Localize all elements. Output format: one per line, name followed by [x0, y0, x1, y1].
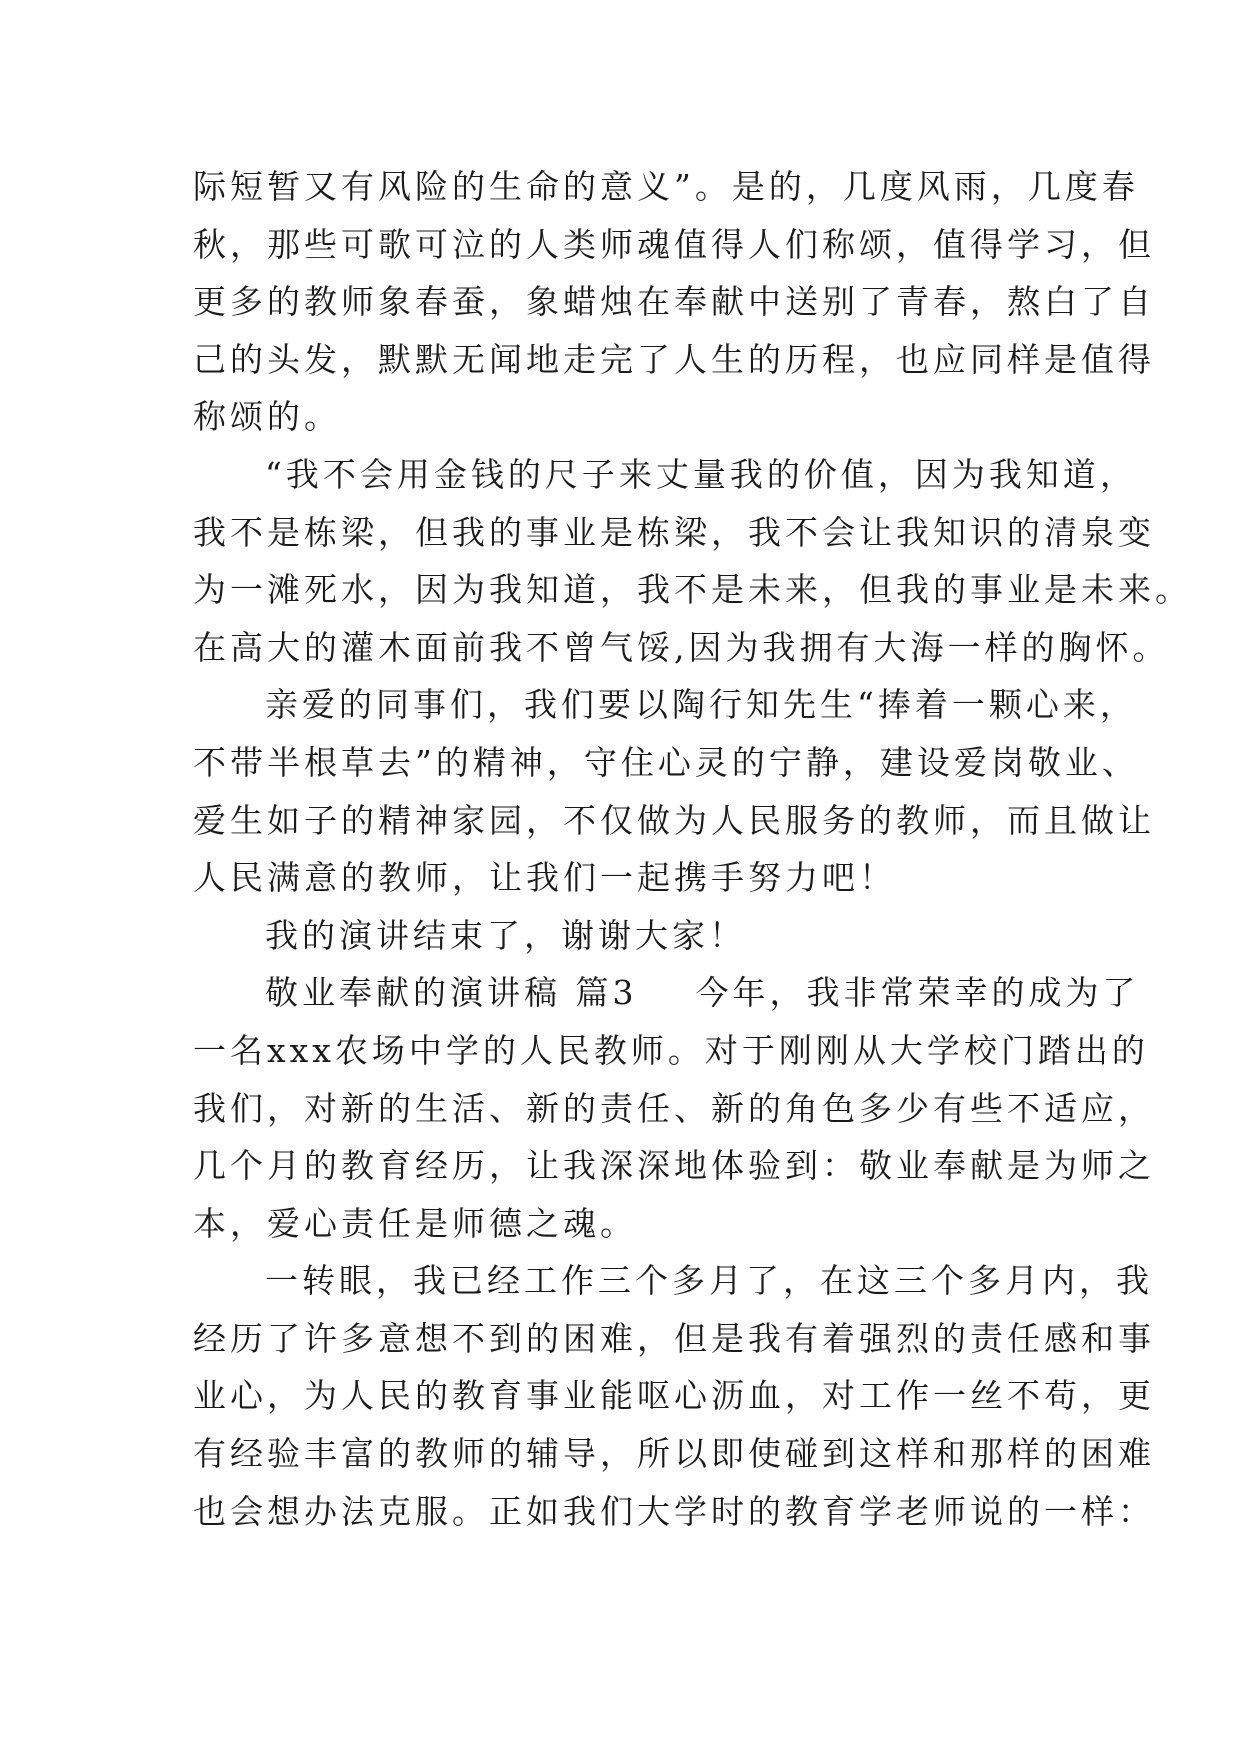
text-line: 经历了许多意想不到的困难，但是我有着强烈的责任感和事 — [193, 1318, 1155, 1358]
paragraph-start-line: 一转眼，我已经工作三个多月了，在这三个多月内，我 — [265, 1261, 1153, 1301]
text-line: 也会想办法克服。正如我们大学时的教育学老师说的一样： — [193, 1491, 1155, 1531]
text-line: 秋，那些可歌可泣的人类师魂值得人们称颂，值得学习，但 — [193, 224, 1155, 264]
text-line: 更多的教师象春蚕，象蜡烛在奉献中送别了青春，熬白了自 — [193, 282, 1155, 322]
text-line: 不带半根草去”的精神，守住心灵的宁静，建设爱岗敬业、 — [193, 742, 1139, 782]
section-heading-line: 敬业奉献的演讲稿 篇3 今年，我非常荣幸的成为了 — [265, 973, 1140, 1013]
text-line: 爱生如子的精神家园，不仅做为人民服务的教师，而且做让 — [193, 800, 1155, 840]
text-line: 有经验丰富的教师的辅导，所以即使碰到这样和那样的困难 — [193, 1434, 1155, 1474]
text-line: 我们，对新的生活、新的责任、新的角色多少有些不适应， — [193, 1088, 1155, 1128]
text-line: 在高大的灌木面前我不曾气馁,因为我拥有大海一样的胸怀。 — [193, 627, 1170, 667]
text-line: 己的头发，默默无闻地走完了人生的历程，也应同样是值得 — [193, 339, 1155, 379]
text-line: 人民满意的教师，让我们一起携手努力吧！ — [193, 858, 896, 898]
paragraph-start-line: 我的演讲结束了，谢谢大家！ — [265, 915, 746, 955]
text-line: 一名xxx农场中学的人民教师。对于刚刚从大学校门踏出的 — [193, 1030, 1149, 1070]
text-line: 为一滩死水，因为我知道，我不是未来，但我的事业是未来。 — [193, 570, 1192, 610]
paragraph-start-line: “我不会用金钱的尺子来丈量我的价值，因为我知道， — [265, 454, 1137, 494]
text-line: 业心，为人民的教育事业能呕心沥血，对工作一丝不苟，更 — [193, 1376, 1155, 1416]
text-line: 我不是栋梁，但我的事业是栋梁，我不会让我知识的清泉变 — [193, 512, 1155, 552]
paragraph-start-line: 亲爱的同事们，我们要以陶行知先生“捧着一颗心来， — [265, 685, 1137, 725]
text-line: 几个月的教育经历，让我深深地体验到：敬业奉献是为师之 — [193, 1146, 1155, 1186]
document-body — [193, 158, 1192, 1540]
text-line: 本，爱心责任是师德之魂。 — [193, 1203, 637, 1243]
text-line: 称颂的。 — [193, 397, 341, 437]
text-line: 际短暂又有风险的生命的意义”。是的，几度风雨，几度春 — [193, 167, 1139, 206]
